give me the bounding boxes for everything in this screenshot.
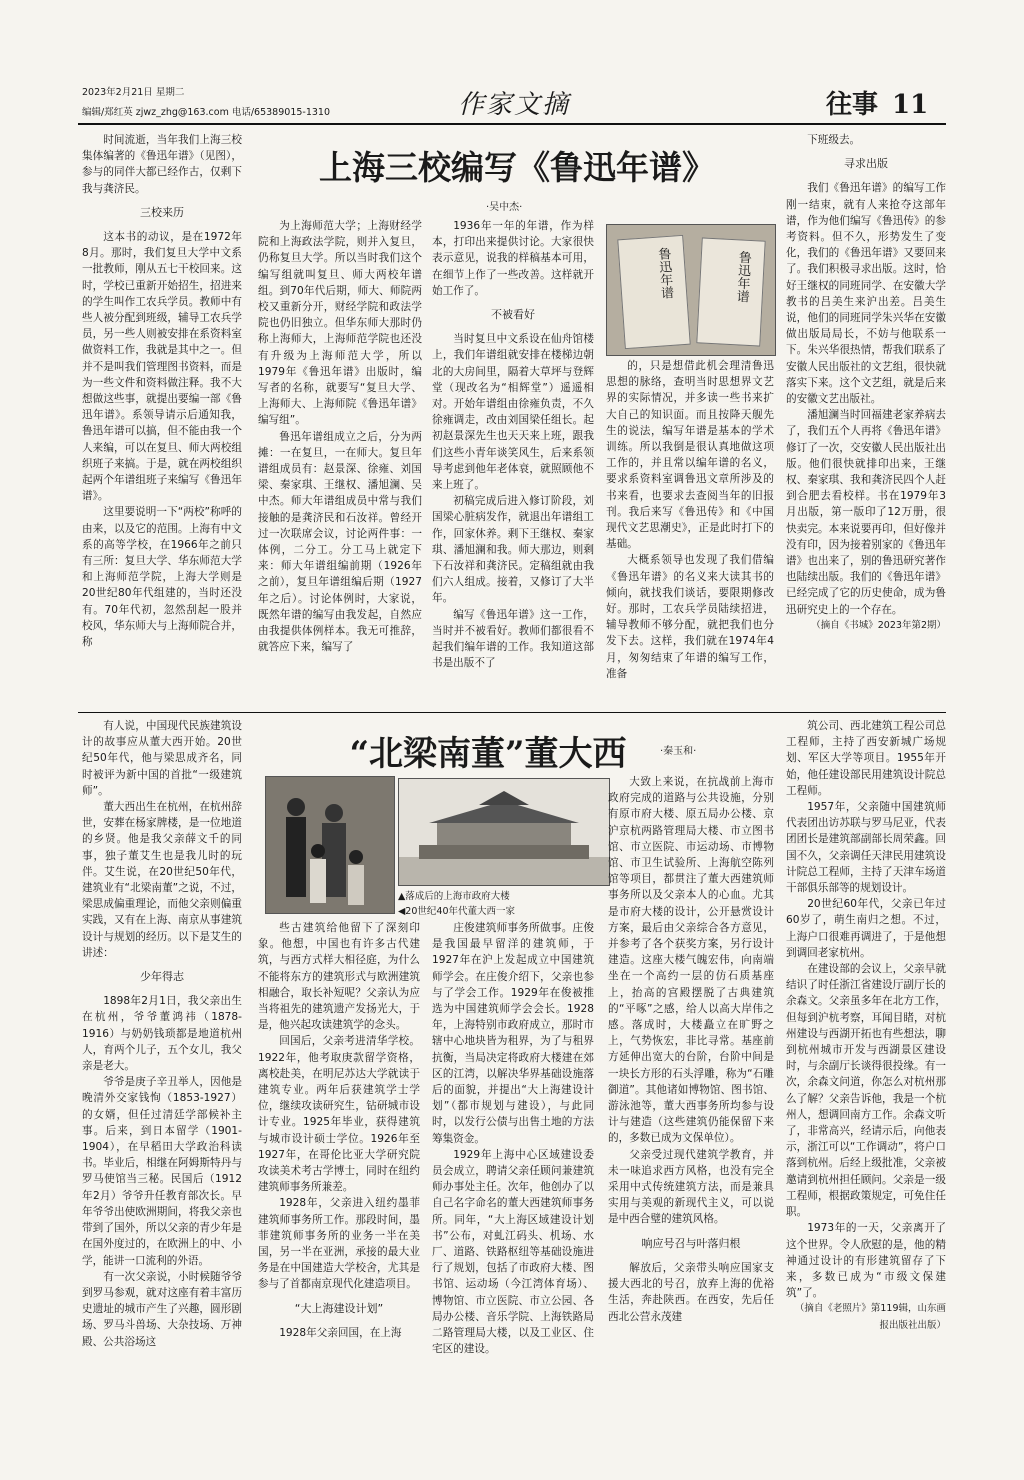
article2-col3 — [432, 920, 594, 1430]
header-rule — [78, 123, 946, 125]
paragraph: 些古建筑给他留下了深刻印象。他想，中国也有许多古代建筑，与西方式样大相径庭，为什么不能将东方的建筑形式与欧洲建筑相融合，取长补短呢？父亲认为应当将祖先的建筑遗产发扬光大，于是，他兴起攻读建筑学的念头。 — [258, 922, 420, 1032]
paragraph: 初稿完成后进入修订阶段，刘国梁心脏病发作，就退出年谱组工作，回家休养。剩下王继权、秦家琪、潘旭澜和我。师大那边，则剩下石汝祥和龚济民。定稿组就由我们六人组成。接着，又修订了大半年。 — [432, 495, 594, 605]
paragraph: 1898年2月1日，我父亲出生在杭州，爷爷董鸿祎（1878-1916）与奶奶钱琐都是地道杭州人，育两个儿子，五个女儿，我父亲是老大。 — [82, 995, 242, 1073]
article1-col3 — [432, 218, 594, 706]
paragraph: 父亲受过现代建筑学教育，并未一味追求西方风格，也没有完全采用中式传统建筑方法，而是兼具实用与美观的新现代主义，可以说是中西合璧的建筑风格。 — [608, 1148, 774, 1226]
paragraph: 当时复旦中文系设在仙舟馆楼上，我们年谱组就安排在楼梯边朝北的大房间里，隔着大草坪与登辉堂（现改名为“相辉堂”）遥遥相对。开始年谱组由徐雍负责，不久徐雍调走，改由刘国梁任组长。起初赵景深先生也天天来上班，跟我们这些小青年谈笑风生，后来系领导考虑到他年老体衰，就照顾他不来上班了。 — [432, 333, 594, 492]
paragraph: 的，只是想借此机会理清鲁迅思想的脉络，查明当时思想界文艺界的实际情况，并多读一些书来扩大自己的知识面。而且按降天舰先生的说法，编写年谱是基本的学术训练。所以我倒是很认真地做这项工作的，并且常以编年谱的名义，要求系资料室调鲁迅文章所涉及的书来看，也要求去查阅当年的旧报刊。我后来写《鲁迅传》和《中国现代文艺思潮史》，正是此时打下的基础。 — [606, 360, 774, 551]
paragraph: 这本书的动议，是在1972年8月。那时，我们复旦大学中文系一批教师，刚从五七干校回来。这时，学校已重新开始招生，招进来的学生叫作工农兵学员。教师中有些人被分配到班级，辅导工农兵学员，另一些人则被安排在系资料室做资料工作，我就是其中之一。但并不是叫我们管理图书资料，而是为一些文件和资料做注释。我不大想做这些事，就提出要编一部《鲁迅年谱》。系领导请示后通知我，鲁迅年谱可以搞，但不能由我一个人来编，可以在复旦、师大两校组织班子来搞。于是，就在两校组织起两个年谱组班子来编写《鲁迅年谱》。 — [82, 231, 242, 503]
article2-col5 — [786, 718, 946, 1430]
paragraph: 潘旭澜当时回福建老家养病去了，我们五个人再将《鲁迅年谱》修订了一次，交安徽人民出版社出版。他们很快就排印出来，王继权、秦家琪、我和龚济民四个人赶到合肥去看校样。书在1979年3月出版，第一版印了12万册，很快卖完。本来说要再印，但好像并没有印，因为接着别家的《鲁迅年谱》也出来了，别的鲁迅研究著作也陆续出版。我们的《鲁迅年谱》已经完成了它的历史使命，成为鲁迅研究史上的一个存在。 — [786, 409, 946, 616]
paragraph: 1929年上海中心区域建设委员会成立，聘请父亲任顾问兼建筑师办事处主任。次年，他创办了以自己名字命名的董大西建筑师事务所。同年，“大上海区域建设计划书”公布，对虬江码头、机场、水厂、道路、铁路枢纽等基础设施进行了规划，包括了市政府大楼、图书馆、运动场（今江湾体育场）、博物馆、市立医院、市立公园、各局办公楼、音乐学院、上海铁路局二路管理局大楼，以及工业区、住宅区的建设。 — [432, 1148, 594, 1356]
book-title-text: 鲁迅年谱 — [654, 246, 674, 300]
book-cover-right — [696, 237, 765, 346]
paragraph: 这里要说明一下“两校”称呼的由来，以及它的范围。上海有中文系的高等学校，在1966年之前只有三所：复旦大学、华东师范大学和上海师范学院，上海大学则是20世纪80年代组建的，当时还没有。70年代初，忽然刮起一股并校风，华东师大与上海师院合并，称 — [82, 506, 242, 649]
paragraph: 爷爷是庚子辛丑举人，因他是晚清外交家钱恂（1853-1927）的女婿，但任过清廷学部候补主事。后来，到日本留学（1901-1904），在早稻田大学政治科读书。毕业后，相继在阿姆斯特丹与罗马使馆当三秘。民国后（1912年2月）爷爷升任教育部次长。早年爷爷出使欧洲期间，将我父亲也带到了国外，所以父亲的青少年是在国外度过的，在欧洲上的中、小学，能讲一口流利的外语。 — [82, 1076, 242, 1267]
subheading: 寻求出版 — [844, 157, 888, 171]
editor-contact: 编辑/郑红英 zjwz_zhg@163.com 电话/65389015-1310 — [82, 107, 331, 118]
paragraph: 1928年父亲回国，在上海 — [279, 1326, 402, 1339]
paragraph: 庄俊建筑师事务所做事。庄俊是我国最早留洋的建筑师，于1927年在沪上发起成立中国建筑师学会。在庄俊介绍下，父亲也参与了学会工作。1929年在俊被推选为中国建筑师学会会长。1928年，上海特别市政府成立，那时市辖中心地块皆为租界，为了与租界抗衡，当局决定将政府大楼建在郊区的江湾，以解决华界基础设施落后的面貌，并提出“大上海建设计划”（都市规划与建设），与此同时，以发行公债与出售土地的方法筹集资金。 — [432, 922, 594, 1145]
article2-col2 — [258, 920, 420, 1430]
subheading: “大上海建设计划” — [294, 1301, 384, 1315]
paragraph: 大概系领导也发现了我们借编《鲁迅年谱》的名义来大读其书的倾向，就找我们谈话，要限期修改好。那时，工农兵学员陆续招进，辅导教师不够分配，就把我们也分发下去。这样，我们就在1974年4月，匆匆结束了年谱的编写工作，准备 — [606, 554, 774, 680]
article-divider — [78, 712, 946, 713]
article1-col1 — [82, 132, 242, 706]
paragraph: 在建设部的会议上，父亲早就结识了时任浙江省建设厅副厅长的余森文。父亲虽多年在北方工作，但每到沪杭考察，耳闻目睹，对杭州建设与西湖开拓也有些想法，聊到杭州城市开发与西湖景区建设时，与余副厅长谈得很投缘。有一次，余森文问道，你怎么对杭州那么了解？父亲告诉他，我是一个杭州人，想调回南方工作。余森文听了，非常高兴，经请示后，向他表示，浙江可以“工作调动”，将户口落到杭州。后经上级批准，父亲被邀请到杭州担任顾问。父亲是一级工程师，根据政策规定，可免住任职。 — [786, 963, 946, 1219]
lu-xun-chronicle-book-photo — [606, 224, 776, 356]
book-title-text: 鲁迅年谱 — [733, 250, 752, 303]
photo-caption-city-hall: ▲落成后的上海市政府大楼 — [398, 891, 510, 902]
paragraph: 我们《鲁迅年谱》的编写工作刚一结束，就有人来抢夺这部年谱，作为他们编写《鲁迅传》的参考资料。但不久，形势发生了变化，我们的《鲁迅年谱》又要回来了。我们积极寻求出版。这时，恰好王继权的同班同学、在安徽大学教书的吕美生来沪出差。吕美生说，他们的同班同学朱兴华在安徽做出版局局长，不妨与他联系一下。朱兴华很热情，帮我们联系了安徽人民出版社的文艺组，很快就落实下来。这个文艺组，就是后来的安徽文艺出版社。 — [786, 182, 946, 406]
article2-title: “北梁南董”董大西 — [349, 734, 627, 774]
article1-byline: ·吴中杰· — [486, 202, 523, 213]
city-hall-building — [399, 779, 609, 885]
paragraph: 下班级去。 — [807, 134, 861, 146]
article2-byline: ·秦玉和· — [660, 746, 697, 757]
subheading: 三校来历 — [140, 205, 184, 219]
paragraph: 董大西出生在杭州，在杭州辞世，安葬在杨家牌楼，是一位地道的乡贤。他是我父亲薛文千的同事，独子董艾生也是我儿时的玩伴。艾生说，在20世纪50年代，建筑业有“北梁南董”之说，不过，梁思成偏重理论，而他父亲则偏重实践，又有在上海、南京从事建筑设计与规划的经历。以下是艾生的讲述： — [82, 801, 242, 959]
page-number: 11 — [892, 90, 929, 120]
paragraph: 筑公司、西北建筑工程公司总工程师，主持了西安新城广场规划、军区大学等项目。1955年开始，他任建设部民用建筑设计院总工程师。 — [786, 720, 946, 797]
paragraph: 时间流逝，当年我们上海三校集体编著的《鲁迅年谱》（见图），参与的同伴大都已经作古，仅剩下我与龚济民。 — [82, 134, 242, 195]
article1-col4 — [606, 358, 774, 706]
paragraph: 为上海师范大学；上海财经学院和上海政法学院，则并入复旦，仍称复旦大学。所以当时我们这个编写组就叫复旦、师大两校年谱组。到70年代后期，师大、师院两校又重新分开，财经学院和政法学院也仍旧独立。但华东师大那时仍称上海师大，上海师范学院也还没有升级为上海师范大学，所以1979年《鲁迅年谱》出版时，编写者的名称，就要写“复旦大学、上海师大、上海师院《鲁迅年谱》编写组”。 — [258, 220, 422, 427]
paragraph: 鲁迅年谱组成立之后，分为两摊：一在复旦，一在师大。复旦年谱组成员有：赵景深、徐雍、刘国梁、秦家琪、王继权、潘旭澜、吴中杰。师大年谱组成员中常与我们接触的是龚济民和石汝祥。曾经开过一次联席会议，讨论两件事：一体例，二分工。分工马上就定下来：师大年谱组编前期（1926年之前），复旦年谱组编后期（1927年之后）。讨论体例时，大家说，既然年谱的编写由我发起，自然应由我提供体例样本。我无可推辞，就答应下来，编写了 — [258, 430, 422, 654]
section-title — [826, 84, 928, 121]
article2-col1 — [82, 718, 242, 1430]
article1-title: 上海三校编写《鲁迅年谱》 — [319, 148, 715, 187]
newspaper-logo: 作家文摘 — [458, 90, 571, 120]
article1-col2 — [258, 218, 422, 706]
paragraph: 编写《鲁迅年谱》这一工作，当时并不被看好。教师们都很看不起我们编年谱的工作。我知道这部书是出版不了 — [432, 608, 594, 670]
subheading: 少年得志 — [140, 970, 184, 984]
photo-caption-family: ◀20世纪40年代董大西一家 — [398, 906, 515, 917]
paragraph: 1928年，父亲进入纽约墨菲建筑师事务所工作。那段时间，墨菲建筑师事务所的业务一半在美国，另一半在亚洲，承接的最大业务是在中国建造大学校舍，尤其是参与了首都南京现代化建造项目。 — [258, 1197, 420, 1291]
shanghai-city-hall-photo — [398, 778, 610, 886]
paragraph: 有一次父亲说，小时候随爷爷到罗马参观，就对这座有着丰富历史遗址的城市产生了兴趣，圆形剧场、罗马斗兽场、大杂技场、万神殿、公共浴场这 — [82, 1270, 242, 1348]
subheading: 不被看好 — [491, 308, 535, 322]
article2-col4 — [608, 774, 774, 1430]
paragraph: 1936年一年的年谱，作为样本，打印出来提供讨论。大家很快表示意见，说我的样稿基本可用，在细节上作了一些改善。这样就开始工作了。 — [432, 220, 594, 297]
source-credit: （摘自《老照片》第119辑，山东画报出版社出版） — [794, 1303, 946, 1331]
paragraph: 1973年的一天，父亲离开了这个世界。令人欣慰的是，他的精神通过设计的有形建筑留存了下来，多数已成为“市级文保建筑”了。 — [786, 1222, 946, 1300]
subheading: 响应号召与叶落归根 — [641, 1236, 741, 1250]
paragraph: 20世纪60年代，父亲已年过60岁了，萌生南归之想。不过，上海户口很难再调进了，于是他想到调回老家杭州。 — [786, 898, 946, 959]
section-name: 往事 — [826, 90, 879, 120]
family-figures — [266, 777, 394, 913]
paragraph: 1957年，父亲随中国建筑师代表团出访苏联与罗马尼亚，代表团团长是建筑部副部长周荣鑫。回国不久，父亲调任天津民用建筑设计院总工程师，主持了天津车场道干部俱乐部等的规划设计。 — [786, 801, 946, 895]
book-cover-left — [617, 235, 691, 349]
paragraph: 大致上来说，在抗战前上海市政府完成的道路与公共设施，分别有原市府大楼、原五局办公楼、京沪京杭两路管理局大楼、市立图书馆、市立医院、市运动场、市博物馆、市卫生试验所、上海航空陈列馆等项目，都贯注了董大西建筑师事务所以及父亲本人的心血。尤其是市府大楼的设计，公开悬赏设计方案，最后由父亲综合各方意见，并参考了各个获奖方案，另行设计建造。这座大楼气魄宏伟，向南端坐在一个高约一层的仿石质基座上，抬高的宫殿摆脱了古典建筑的“平啄”之感，给人以高大岸伟之感。落成时，大楼矗立在旷野之上，气势恢宏，非比寻常。基座前方延伸出宽大的台阶，台阶中间是一块长方形的石头浮雕，称为“石雕御道”。其他诸如博物馆、图书馆、游泳池等，董大西事务所均参与设计与建造（这些建筑仍能保留下来的，多数已成为文保单位）。 — [608, 776, 774, 1145]
issue-date: 2023年2月21日 星期二 — [82, 87, 185, 98]
dong-family-photo — [265, 776, 395, 914]
source-credit: （摘自《书城》2023年第2期） — [811, 619, 946, 631]
paragraph: 回国后，父亲考进清华学校。1922年，他考取庚款留学资格，离校赴美，在明尼苏达大学就读于建筑专业。两年后获建筑学士学位，继续攻读研究生，钻研城市设计专业。1925年毕业，获得建筑与城市设计硕士学位。1926年至1927年，在哥伦比亚大学研究院攻读美术考古学博士，同时在纽约建筑师事务所兼差。 — [258, 1035, 420, 1194]
paragraph: 解放后，父亲带头响应国家支援大西北的号召，放弃上海的优裕生活，奔赴陕西。在西安，先后任西北公营永茂建 — [608, 1261, 774, 1323]
paragraph: 有人说，中国现代民族建筑设计的故事应从董大西开始。20世纪50年代，他与梁思成齐名，同时被评为新中国的首批“一级建筑师”。 — [82, 720, 242, 797]
article1-col5 — [786, 132, 946, 706]
